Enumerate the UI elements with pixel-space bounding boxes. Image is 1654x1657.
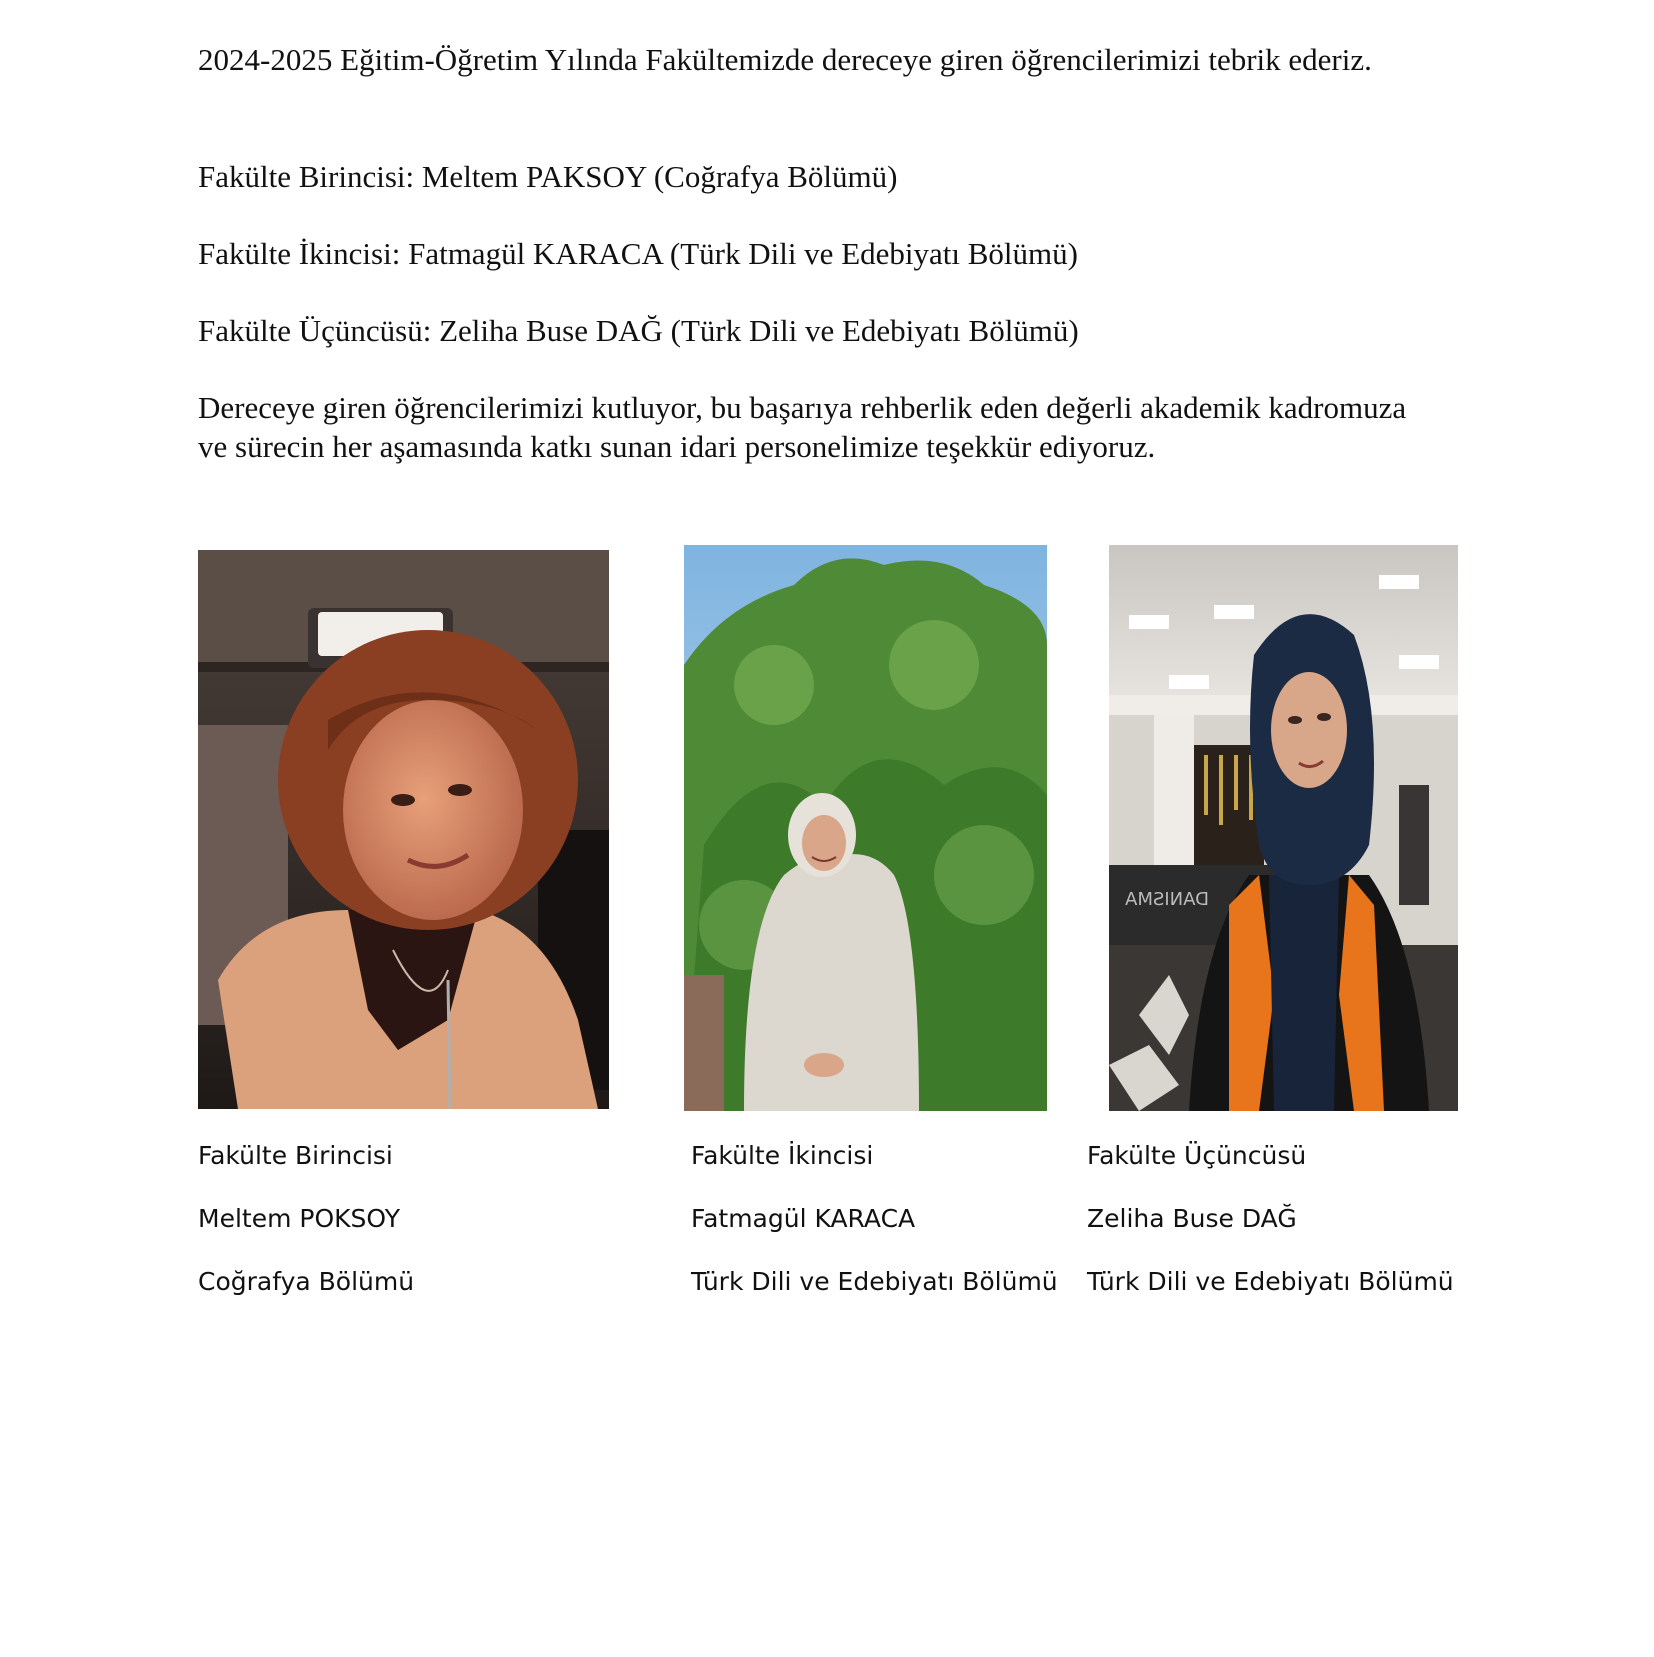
first-place-line: Fakülte Birincisi: Meltem PAKSOY (Coğrafya Bölümü) [198,159,898,194]
third-place-line: Fakülte Üçüncüsü: Zeliha Buse DAĞ (Türk Dili ve Edebiyatı Bölümü) [198,313,1079,348]
intro-paragraph: 2024-2025 Eğitim-Öğretim Yılında Fakültemizde dereceye giren öğrencilerimizi tebrik ederiz. [198,42,1372,77]
caption-3-name: Zeliha Buse DAĞ [1087,1204,1297,1233]
caption-2-department: Türk Dili ve Edebiyatı Bölümü [691,1267,1058,1296]
caption-1-name: Meltem POKSOY [198,1204,400,1233]
third-place-photo [1109,545,1458,1111]
second-place-photo [684,545,1047,1111]
caption-1-rank: Fakülte Birincisi [198,1141,393,1170]
caption-1-department: Coğrafya Bölümü [198,1267,415,1296]
thanks-paragraph: Dereceye giren öğrencilerimizi kutluyor, bu başarıya rehberlik eden değerli akademik kadromuza ve sürecin her aşamasında katkı sunan idari personelimize teşekkür ediyoruz. [198,390,1407,464]
caption-2-rank: Fakülte İkincisi [691,1141,874,1170]
lobby-sign-text: DANISMA [1125,889,1209,910]
second-place-line: Fakülte İkincisi: Fatmagül KARACA (Türk Dili ve Edebiyatı Bölümü) [198,236,1078,271]
first-place-photo [198,550,609,1109]
caption-2-name: Fatmagül KARACA [691,1204,916,1233]
caption-3-rank: Fakülte Üçüncüsü [1087,1141,1307,1170]
caption-3-department: Türk Dili ve Edebiyatı Bölümü [1087,1267,1454,1296]
